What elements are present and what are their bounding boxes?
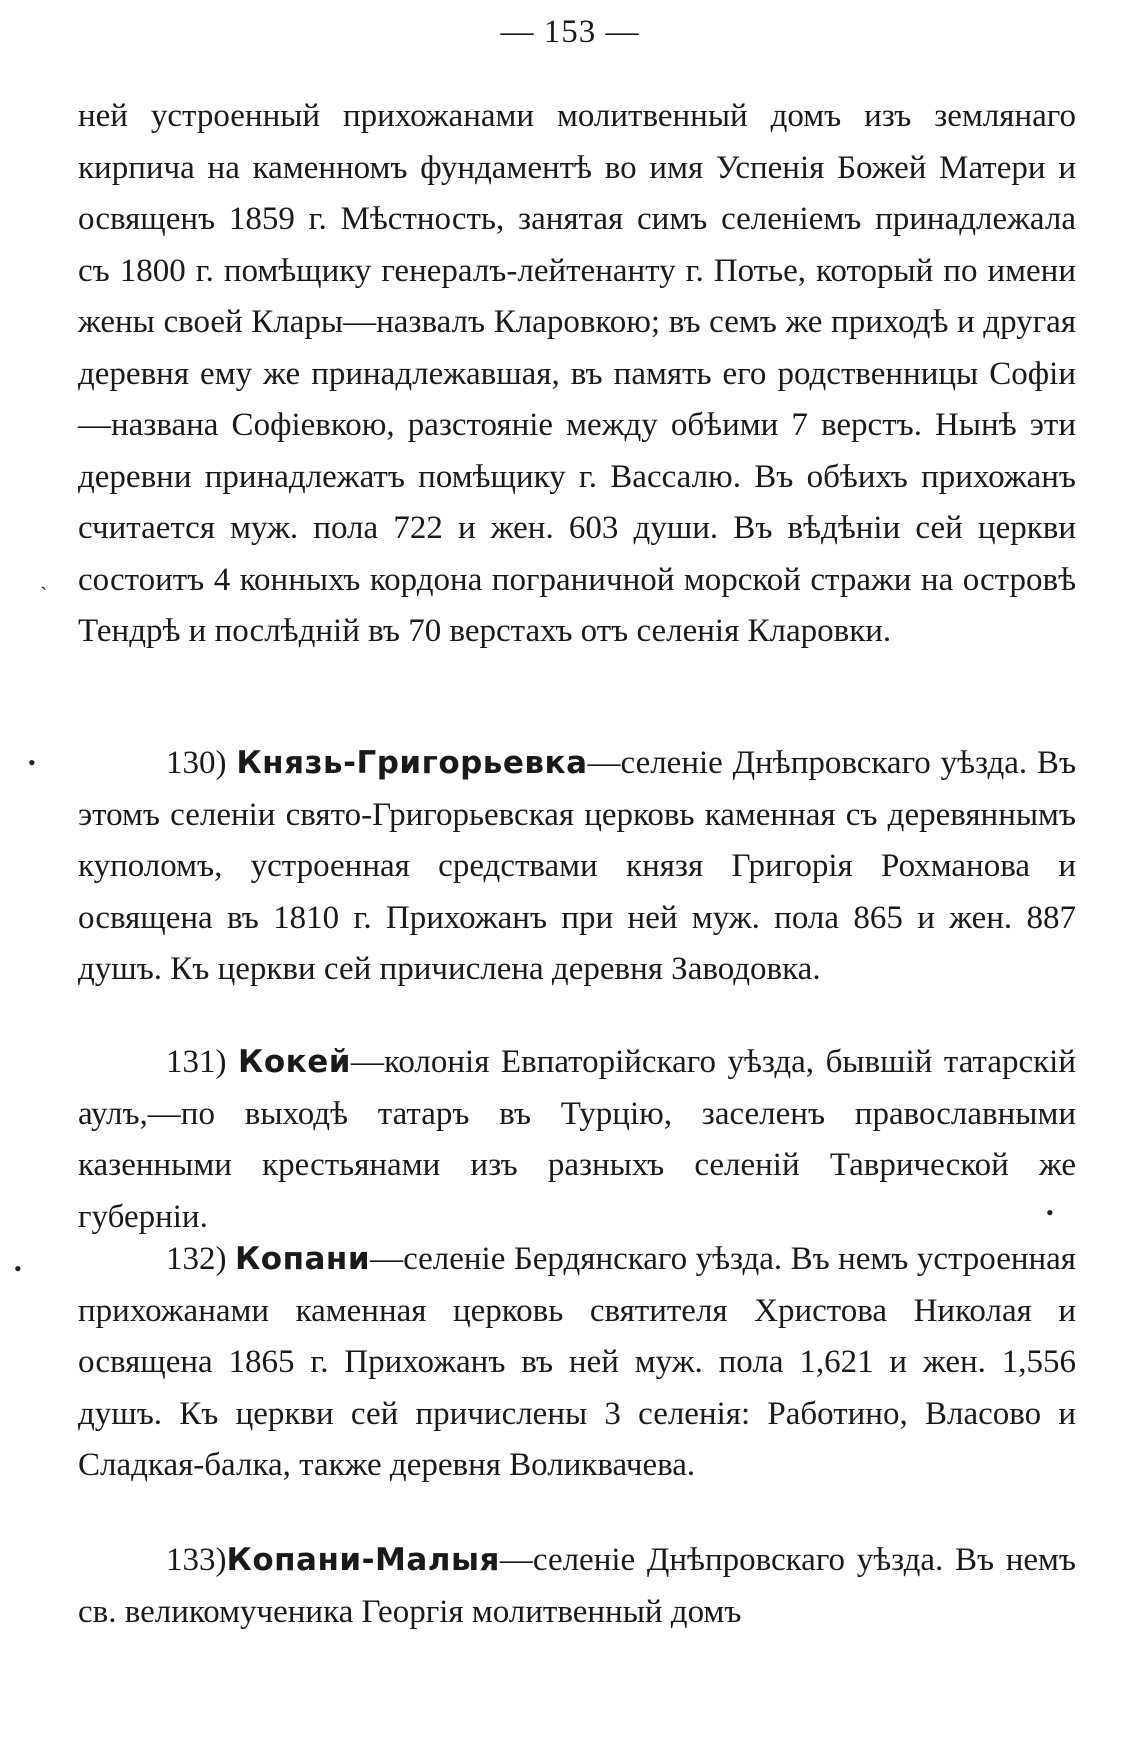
entry-132 — [78, 1234, 1076, 1492]
entry-body: —селеніе Бердянскаго уѣзда. Въ немъ устроенная прихожанами каменная церковь святителя Христова Николая и освящена 1865 г. Прихожанъ въ ней муж. пола 1,621 и жен. 1,556 душъ. Къ церкви сей причислены 3 селенія: Работино, Власово и Сладкая-балка, также деревня Воликвачева. — [78, 1241, 1076, 1483]
print-speck: • — [14, 1256, 22, 1281]
print-speck: • — [1046, 1200, 1054, 1225]
paragraph-body: ней устроенный прихожанами молитвенный домъ изъ землянаго кирпича на каменномъ фундаментѣ во имя Успенія Божей Матери и освященъ 1859 г. Мѣстность, занятая симъ селеніемъ принадлежала съ 1800 г. помѣщику генералъ-лейтенанту г. Потье, который по имени жены своей Клары—назвалъ Кларовкою; въ семъ же приходѣ и другая деревня ему же принадлежавшая, въ память его родственницы Софіи—названа Софіевкою, разстояніе между обѣими 7 верстъ. Нынѣ эти деревни принадлежатъ помѣщику г. Вассалю. Въ обѣихъ прихожанъ считается муж. пола 722 и жен. 603 души. Въ вѣдѣніи сей церкви состоитъ 4 конныхъ кордона пограничной морской стражи на островѣ Тендрѣ и послѣдній въ 70 верстахъ отъ селенія Кларовки. — [78, 98, 1076, 649]
print-speck: • — [28, 750, 36, 775]
entry-number: 130) — [166, 745, 227, 781]
entry-body: —селеніе Днѣпровскаго уѣзда. Въ немъ св. великомученика Георгія молитвенный домъ — [78, 1542, 1076, 1630]
entry-body: —колонія Евпаторійскаго уѣзда, бывшій татарскій аулъ,—по выходѣ татаръ въ Турцію, заселенъ православными казенными крестьянами изъ разныхъ селеній Таврической же губерніи. — [78, 1044, 1077, 1235]
page-number: — 153 — — [500, 14, 640, 50]
print-speck: ˋ — [40, 582, 48, 607]
entry-body: —селеніе Днѣпровскаго уѣзда. Въ этомъ селеніи свято-Григорьевская церковь каменная съ деревяннымъ куполомъ, устроенная средствами князя Григорія Рохманова и освящена въ 1810 г. Прихожанъ при ней муж. пола 865 и жен. 887 душъ. Къ церкви сей причислена деревня Заводовка. — [78, 745, 1077, 987]
entry-headword: Копани-Малыя — [226, 1542, 500, 1578]
entry-number: 132) — [166, 1241, 227, 1277]
entry-130 — [78, 738, 1076, 996]
entry-131 — [78, 1037, 1076, 1243]
entry-number: 131) — [166, 1044, 227, 1080]
entry-headword: Князь-Григорьевка — [236, 745, 588, 781]
paragraph-continuation — [78, 91, 1076, 658]
entry-number: 133) — [166, 1542, 227, 1578]
entry-headword: Копани — [234, 1241, 371, 1277]
entry-133 — [78, 1535, 1076, 1638]
entry-headword: Кокей — [238, 1044, 351, 1080]
